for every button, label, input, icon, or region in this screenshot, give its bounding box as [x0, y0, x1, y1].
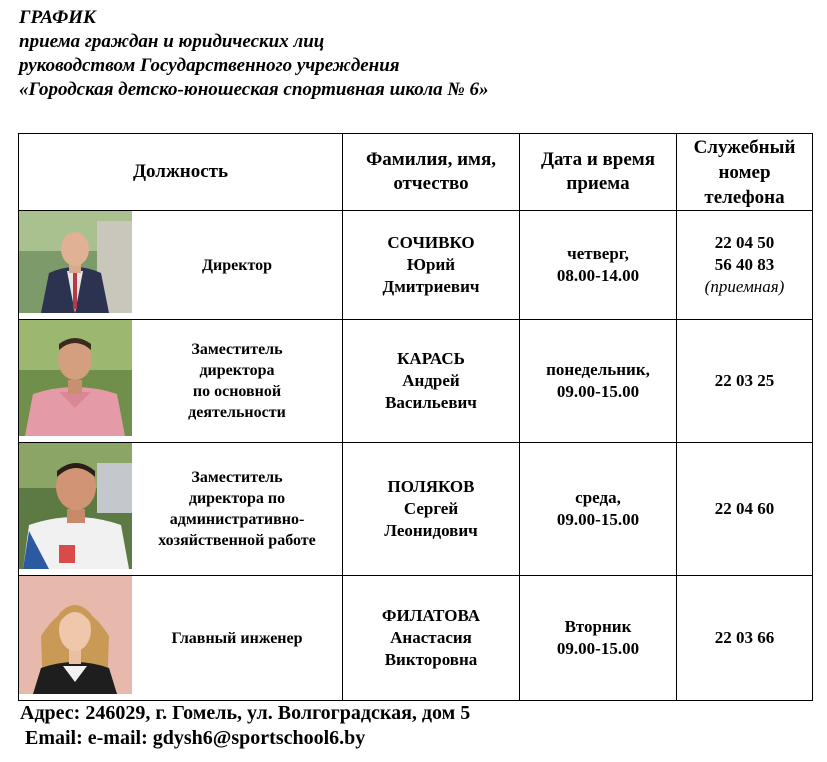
- header-position-label: Должность: [132, 161, 229, 182]
- phone-cell: [677, 443, 813, 576]
- table-row: [19, 320, 813, 443]
- position-line: Директор: [202, 256, 272, 274]
- surname: ФИЛАТОВА: [381, 606, 481, 625]
- header-phone-line: телефона: [704, 186, 785, 208]
- position-line: хозяйственной работе: [158, 532, 316, 549]
- title-line-1: ГРАФИК: [19, 7, 96, 28]
- reception-day: Вторник: [564, 617, 632, 636]
- phone-number: 22 04 50: [714, 233, 775, 252]
- header-position: [19, 134, 343, 211]
- reception-time: 09.00-15.00: [556, 382, 640, 401]
- title-line-4: «Городская детско-юношеская спортивная школа № 6»: [19, 79, 489, 100]
- position-line: директора по: [188, 490, 286, 507]
- position-line: по основной: [192, 383, 282, 400]
- header-date-line: приема: [566, 173, 630, 194]
- name-cell: [343, 443, 520, 576]
- date-cell: [520, 443, 677, 576]
- name-cell: [343, 211, 520, 320]
- reception-time: 08.00-14.00: [556, 266, 640, 285]
- date-cell: [520, 576, 677, 701]
- header-date: [520, 134, 677, 211]
- contact-footer: [20, 701, 470, 751]
- position-line: Заместитель: [191, 469, 283, 486]
- position-line: административно-: [169, 511, 305, 528]
- reception-time: 09.00-15.00: [556, 639, 640, 658]
- surname: СОЧИВКО: [387, 233, 475, 252]
- header-name-line: отчество: [393, 173, 469, 194]
- position-line: деятельности: [188, 404, 286, 421]
- email-line: Email: e-mail: gdysh6@sportschool6.by: [20, 727, 366, 749]
- reception-schedule-table: [18, 133, 813, 701]
- patronymic: Васильевич: [385, 393, 477, 412]
- phone-cell: [677, 320, 813, 443]
- date-cell: [520, 320, 677, 443]
- header-phone-line: номер: [718, 161, 771, 183]
- phone-cell: [677, 576, 813, 701]
- phone-cell: [677, 211, 813, 320]
- name-cell: [343, 320, 520, 443]
- phone-number: 56 40 83: [714, 255, 775, 274]
- reception-day: среда,: [575, 488, 621, 507]
- person-photo-icon: [19, 320, 132, 442]
- table-row: [19, 576, 813, 701]
- reception-time: 09.00-15.00: [556, 510, 640, 529]
- first-name: Анастасия: [390, 628, 472, 647]
- position-title: [132, 255, 342, 276]
- patronymic: Леонидович: [384, 521, 478, 540]
- title-line-2: приема граждан и юридических лиц: [19, 31, 325, 52]
- date-cell: [520, 211, 677, 320]
- title-line-3: руководством Государственного учреждения: [19, 55, 400, 76]
- phone-note: (приемная): [704, 277, 785, 296]
- position-cell: [19, 320, 343, 443]
- name-cell: [343, 576, 520, 701]
- address-line: Адрес: 246029, г. Гомель, ул. Волгоградская, дом 5: [20, 702, 471, 724]
- surname: ПОЛЯКОВ: [387, 477, 475, 496]
- patronymic: Дмитриевич: [382, 277, 480, 296]
- header-date-line: Дата и время: [540, 149, 656, 170]
- document-title: [19, 6, 488, 102]
- table-row: [19, 443, 813, 576]
- position-line: Заместитель: [191, 341, 283, 358]
- person-photo-icon: [19, 443, 132, 575]
- position-title: [132, 467, 342, 551]
- table-row: [19, 211, 813, 320]
- phone-number: 22 03 25: [714, 371, 775, 390]
- phone-number: 22 04 60: [714, 499, 775, 518]
- header-name: [343, 134, 520, 211]
- person-photo-icon: [19, 211, 132, 319]
- first-name: Сергей: [403, 499, 459, 518]
- header-phone-line: Служебный: [693, 136, 796, 158]
- position-cell: [19, 211, 343, 320]
- position-line: директора: [199, 362, 275, 379]
- reception-day: четверг,: [567, 244, 629, 263]
- position-cell: [19, 576, 343, 701]
- position-title: [132, 339, 342, 423]
- patronymic: Викторовна: [384, 650, 478, 669]
- position-title: [132, 628, 342, 649]
- position-line: Главный инженер: [171, 629, 303, 647]
- first-name: Юрий: [406, 255, 456, 274]
- phone-number: 22 03 66: [714, 628, 775, 647]
- header-phone: [677, 134, 813, 211]
- first-name: Андрей: [402, 371, 460, 390]
- person-photo-icon: [19, 576, 132, 700]
- header-name-line: Фамилия, имя,: [365, 149, 496, 170]
- position-cell: [19, 443, 343, 576]
- reception-day: понедельник,: [546, 360, 650, 379]
- surname: КАРАСЬ: [397, 349, 465, 368]
